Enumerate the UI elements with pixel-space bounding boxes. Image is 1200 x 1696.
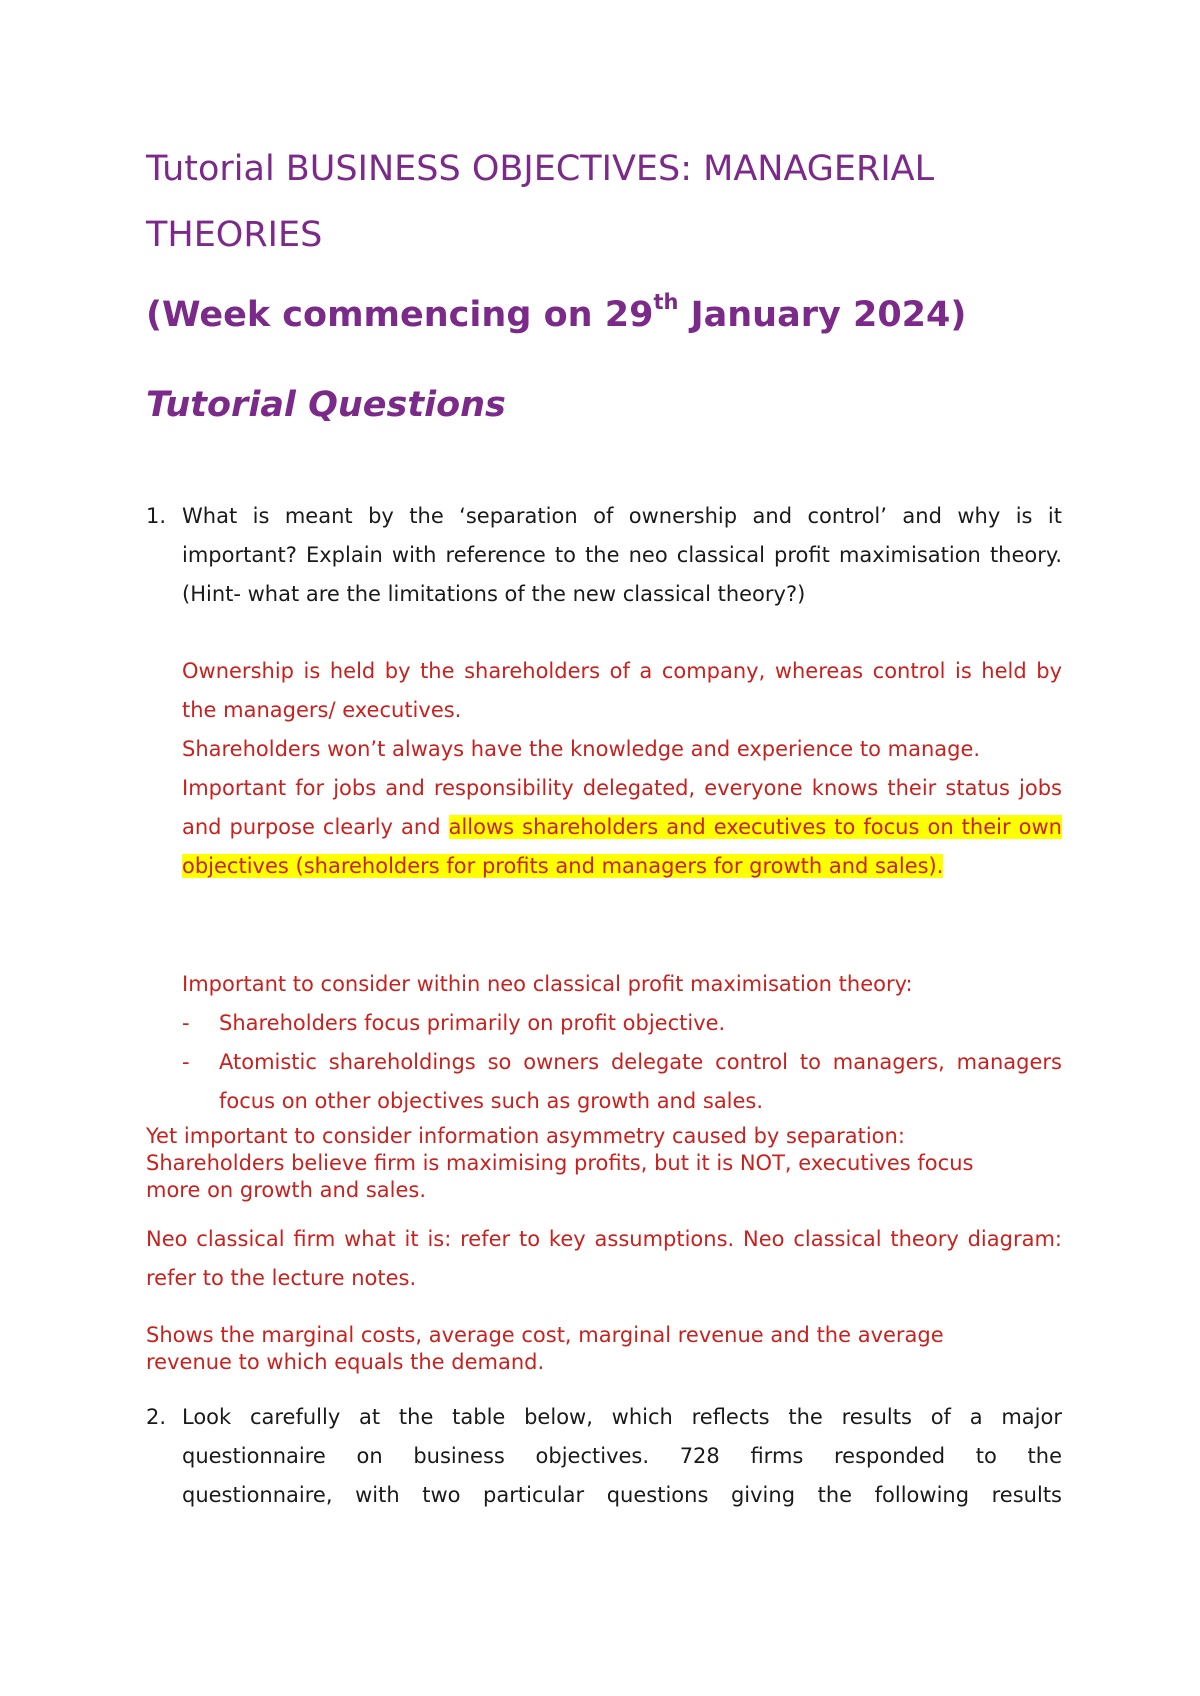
answer-1-importance-text: Important for jobs and responsibility delegated, everyone knows their status jobs and purpose clearly and <box>182 776 1062 839</box>
information-asymmetry <box>146 1123 1062 1204</box>
shows-line-2: revenue to which equals the demand. <box>146 1350 545 1374</box>
document-title <box>146 136 1106 268</box>
answer-1-knowledge: Shareholders won’t always have the knowledge and experience to manage. <box>182 737 981 761</box>
bullet-item: Atomistic shareholdings so owners delegate control to managers, managers focus on other objectives such as growth and sales. <box>219 1050 1062 1113</box>
question-1-number: 1. <box>146 504 167 528</box>
bullet-item: Shareholders focus primarily on profit objective. <box>219 1011 726 1035</box>
shows-line-1: Shows the marginal costs, average cost, marginal revenue and the average <box>146 1323 944 1347</box>
bullet-marker: - <box>182 1011 190 1035</box>
week-commencing <box>146 290 966 340</box>
neo-classical-note: Neo classical firm what it is: refer to key assumptions. Neo classical theory diagram: refer to the lecture notes. <box>146 1227 1062 1290</box>
title-line-1: Tutorial BUSINESS OBJECTIVES: MANAGERIAL <box>146 149 935 189</box>
tutorial-questions-heading: Tutorial Questions <box>146 385 506 425</box>
answer-1-importance <box>182 769 1062 886</box>
question-2-text <box>182 1398 1062 1515</box>
answer-1-ownership: Ownership is held by the shareholders of a company, whereas control is held by the managers/ executives. <box>182 659 1062 722</box>
question-2-number: 2. <box>146 1405 167 1429</box>
asymmetry-line-3: more on growth and sales. <box>146 1178 427 1202</box>
bullet-marker: - <box>182 1050 190 1074</box>
week-suffix: January 2024) <box>678 295 967 335</box>
title-line-2: THEORIES <box>146 215 323 255</box>
question-2-line-3: questionnaire, with two particular questions giving the following results <box>182 1483 1062 1507</box>
question-2-line-1: Look carefully at the table below, which reflects the results of a major <box>182 1405 1062 1429</box>
question-1-text: What is meant by the ‘separation of ownership and control’ and why is it important? Explain with reference to the neo classical profit maximisation theory. (Hint- what are the limitations of the new classical theory?) <box>182 504 1062 606</box>
asymmetry-line-1: Yet important to consider information asymmetry caused by separation: <box>146 1124 905 1148</box>
week-superscript: th <box>653 290 679 314</box>
shows-costs-note <box>146 1322 1062 1376</box>
week-prefix: (Week commencing on 29 <box>146 295 654 335</box>
asymmetry-line-2: Shareholders believe firm is maximising profits, but it is NOT, executives focus <box>146 1151 974 1175</box>
answer-1-highlighted-text: allows shareholders and executives to focus on their own objectives (shareholders for profits and managers for growth and sales). <box>182 815 1062 878</box>
question-2-line-2: questionnaire on business objectives. 728 firms responded to the <box>182 1444 1062 1468</box>
consider-heading: Important to consider within neo classical profit maximisation theory: <box>182 972 913 996</box>
